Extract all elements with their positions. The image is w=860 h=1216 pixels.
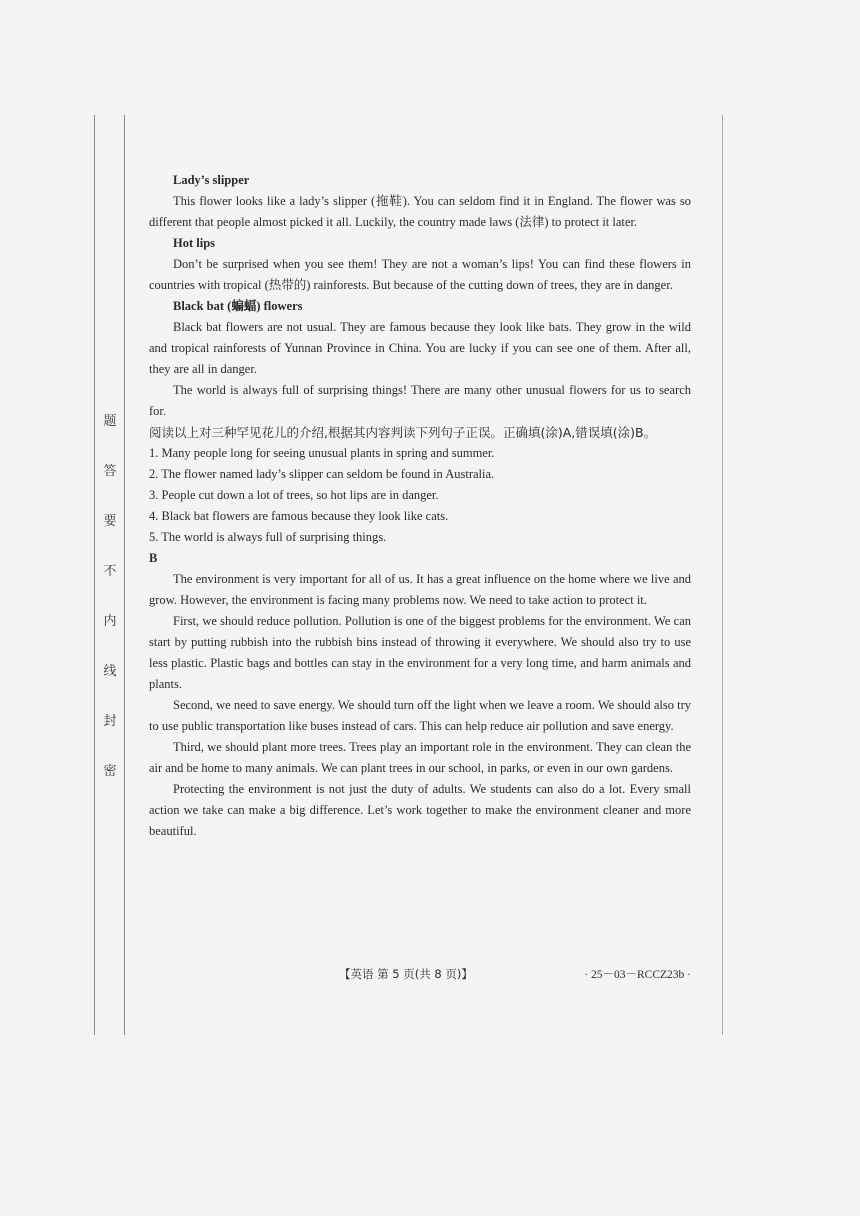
section-b-paragraph: Protecting the environment is not just the duty of adults. We students can also do a lot. Every small action we take can make a big difference. Let’s work together to make the environment cleaner and more beautiful. (149, 782, 691, 838)
question-item: 5. The world is always full of surprising things. (149, 530, 387, 544)
question-item: 3. People cut down a lot of trees, so hot lips are in danger. (149, 488, 439, 502)
binding-char: 要 (103, 514, 117, 529)
binding-rule-outer (94, 115, 95, 1035)
section-b-paragraph: The environment is very important for all of us. It has a great influence on the home where we live and grow. However, the environment is facing many problems now. We need to take action to protect it. (149, 572, 691, 607)
paragraph-black-bat: Black bat flowers are not usual. They are famous because they look like bats. They grow in the wild and tropical rainforests of Yunnan Province in China. You are lucky if you can see one of them. After all, they are all in danger. (149, 320, 691, 376)
question-item: 1. Many people long for seeing unusual plants in spring and summer. (149, 446, 495, 460)
exam-code: · 25－03－RCCZ23b · (584, 969, 691, 981)
binding-margin-text (100, 410, 120, 810)
binding-char: 线 (103, 664, 117, 679)
section-b-paragraph: Second, we need to save energy. We should turn off the light when we leave a room. We should also try to use public transportation like buses instead of cars. This can help reduce air pollution and save energy. (149, 698, 691, 733)
page-content (149, 170, 691, 842)
binding-char: 密 (103, 764, 117, 779)
instruction-text: 阅读以上对三种罕见花儿的介绍,根据其内容判读下列句子正误。正确填(涂)A,错误填(涂)B。 (149, 425, 657, 440)
binding-char: 答 (103, 464, 117, 479)
heading-hot-lips: Hot lips (173, 236, 216, 250)
binding-char: 题 (103, 414, 117, 429)
binding-rule-inner (124, 115, 125, 1035)
paragraph-closing: The world is always full of surprising things! There are many other unusual flowers for us to search for. (149, 383, 691, 418)
section-b-title: B (149, 551, 158, 565)
right-edge-rule (722, 115, 723, 1035)
paragraph-lady-slipper: This flower looks like a lady’s slipper (拖鞋). You can seldom find it in England. The flower was so different that people almost picked it all. Luckily, the country made laws (法律) to protect it later. (149, 194, 691, 229)
page-number-label: 【英语 第 5 页(共 8 页)】 (339, 967, 473, 981)
binding-char: 不 (103, 564, 117, 579)
question-item: 2. The flower named lady’s slipper can seldom be found in Australia. (149, 467, 495, 481)
binding-char: 封 (103, 714, 117, 729)
question-item: 4. Black bat flowers are famous because they look like cats. (149, 509, 449, 523)
heading-black-bat: Black bat (蝙蝠) flowers (173, 299, 303, 313)
section-b-paragraph: First, we should reduce pollution. Pollution is one of the biggest problems for the environment. We can start by putting rubbish into the rubbish bins instead of throwing it everywhere. We should also try to use less plastic. Plastic bags and bottles can stay in the environment for a very long time, and harm animals and plants. (149, 614, 691, 691)
section-b-paragraph: Third, we should plant more trees. Trees play an important role in the environment. They can clean the air and be home to many animals. We can plant trees in our school, in parks, or even in our own gardens. (149, 740, 691, 775)
binding-char: 内 (103, 614, 117, 629)
paragraph-hot-lips: Don’t be surprised when you see them! They are not a woman’s lips! You can find these flowers in countries with tropical (热带的) rainforests. But because of the cutting down of trees, they are in danger. (149, 257, 691, 292)
heading-lady-slipper: Lady’s slipper (173, 173, 250, 187)
